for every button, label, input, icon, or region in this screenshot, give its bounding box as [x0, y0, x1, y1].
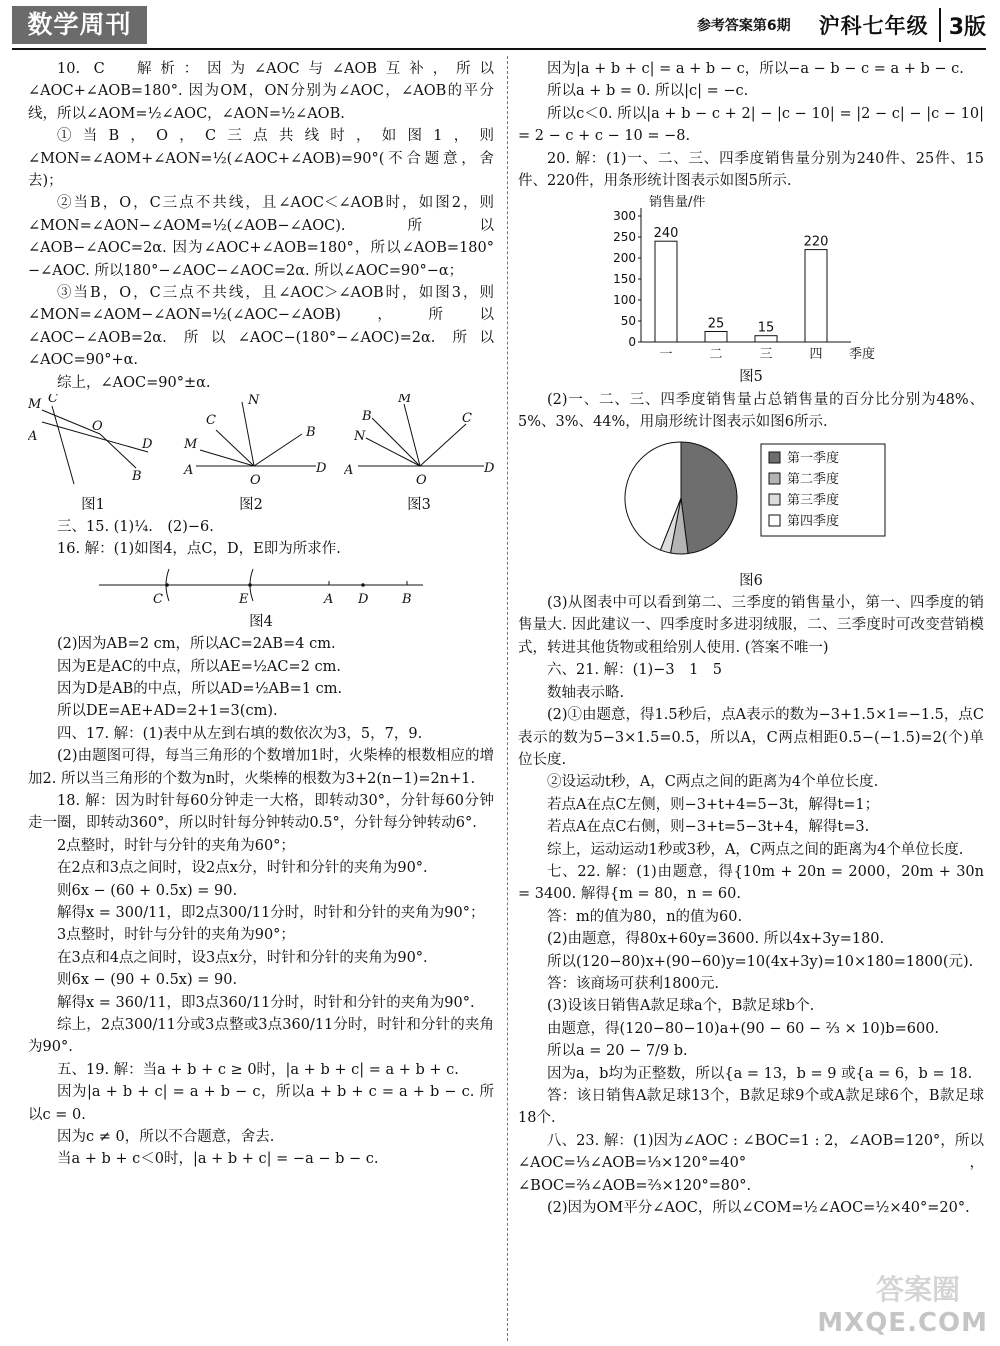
pie-slice-1: [681, 442, 737, 554]
q18-line6: 在3点和4点之间时，设3点x分，时针和分针的夹角为90°.: [57, 949, 428, 966]
svg-text:M: M: [28, 397, 42, 413]
q21-line4: ②设运动t秒，A，C两点之间的距离为4个单位长度.: [547, 774, 879, 791]
svg-text:D: D: [484, 461, 494, 477]
pie-legend-swatch: [769, 494, 780, 505]
grade-label: 沪科七年级: [818, 14, 929, 38]
figure-6-caption: 图6: [739, 572, 763, 589]
figure-2: [176, 394, 326, 516]
fig4-label-d: D: [358, 591, 369, 607]
figure-1-caption: 图1: [81, 496, 105, 513]
bar-1: [655, 242, 677, 343]
q15-answer: 三、15. (1)¼. (2)−6.: [57, 518, 214, 535]
q16-ad: 因为D是AB的中点，所以AD=½AB=1 cm.: [57, 680, 343, 697]
q18-conclusion: 综上，2点300/11分或3点整或3点360/11分时，时针和分针的夹角为90°.: [28, 1017, 494, 1056]
bar-ytick-label: 300: [613, 209, 636, 224]
q10-conclusion: 综上，∠AOC=90°±α.: [57, 374, 211, 391]
svg-text:B: B: [306, 425, 316, 441]
q20-part1: 20. 解：(1)一、二、三、四季度销售量分别为240件、25件、15件、220件，用条形统计图表示如图5所示.: [518, 150, 984, 190]
q19-line3: 因为c ≠ 0，所以不合题意，舍去.: [57, 1129, 275, 1146]
bar-value-label: 25: [707, 316, 725, 332]
svg-text:M: M: [398, 394, 412, 407]
pie-legend-label: 第一季度: [787, 450, 840, 466]
figure-3-caption: 图3: [407, 496, 431, 513]
fig4-label-b: B: [402, 591, 412, 607]
q22-line3: (2)由题意，得80x+60y=3600. 所以4x+3y=180.: [547, 931, 885, 948]
bar-xlabel: 季度: [849, 347, 876, 363]
angle-figures: [28, 394, 494, 516]
q18-line8: 解得x = 360/11，即3点360/11分时，时针和分针的夹角为90°.: [57, 994, 475, 1011]
q22-line1: 七、22. 解：(1)由题意，得{10m + 20n = 2000，20m + 30n = 3400. 解得{m = 80，n = 60.: [518, 863, 984, 903]
watermark-text: MXQE.COM: [817, 1308, 988, 1338]
q19-cont-1: 因为|a + b + c| = a + b − c，所以−a − b − c = a + b − c.: [547, 61, 964, 77]
q19-cont-2: 所以a + b = 0. 所以|c| = −c.: [547, 83, 749, 100]
q21-line1: 六、21. 解：(1)−3 1 5: [547, 662, 723, 679]
svg-text:B: B: [362, 409, 372, 425]
q22-line7: 由题意，得(120−80−10)a+(90 − 60 − ⅔ × 10)b=600.: [547, 1020, 940, 1037]
svg-text:A: A: [344, 463, 354, 479]
svg-text:O: O: [92, 419, 103, 435]
figure-2-diagram: [176, 394, 326, 486]
bar-ytick-label: 50: [620, 314, 636, 329]
figure-5-caption: 图5: [739, 369, 763, 386]
q17-part1: 四、17. 解：(1)表中从左到右填的数依次为3，5，7，9.: [57, 725, 423, 742]
issue-label: 参考答案第6期: [696, 18, 791, 34]
svg-text:B: B: [132, 469, 142, 485]
bar-category-label: 一: [659, 347, 673, 363]
q16-part1: 16. 解：(1)如图4，点C，D，E即为所求作.: [57, 541, 341, 558]
q18-line1: 2点整时，时针与分针的夹角为60°；: [57, 837, 295, 854]
figure-1: [28, 394, 158, 516]
q22-line10: 答：该日销售A款足球13个，B款足球9个或A款足球6个，B款足球18个.: [518, 1088, 984, 1127]
svg-text:A: A: [28, 429, 38, 445]
bar-value-label: 220: [803, 235, 829, 251]
q16-de: 所以DE=AE+AD=2+1=3(cm).: [57, 703, 278, 720]
svg-text:D: D: [316, 461, 326, 477]
edition-label: 3版: [948, 14, 986, 40]
q17-part2: (2)由题图可得，每当三角形的个数增加1时，火柴棒的根数相应的增加2. 所以当三角形的个数为n时，火柴棒的根数为3+2(n−1)=2n+1.: [28, 748, 494, 787]
figure-3-diagram: [344, 394, 494, 486]
q18-line5: 3点整时，时针与分针的夹角为90°；: [57, 927, 295, 944]
q19-cont-3: 所以c＜0. 所以|a + b − c + 2| − |c − 10| = |2 − c| − |c − 10| = 2 − c + c − 10 = −8.: [518, 105, 984, 145]
header-separator: [939, 8, 941, 42]
column-divider: [507, 56, 508, 1341]
pie-legend-label: 第四季度: [787, 513, 840, 529]
pie-chart: [611, 436, 891, 568]
q21-line6: 若点A在点C右侧，则−3+t=5−3t+4，解得t=3.: [547, 819, 870, 836]
q18-line7: 则6x − (90 + 0.5x) = 90.: [57, 972, 238, 989]
pie-legend-label: 第二季度: [787, 471, 840, 487]
q20-part2: (2)一、二、三、四季度销售量占总销售量的百分比分别为48%、5%、3%、44%，用扇形统计图表示如图6所示.: [518, 391, 984, 431]
svg-text:N: N: [354, 429, 366, 445]
q22-line4: 所以(120−80)x+(90−60)y=10(4x+3y)=10×180=1800(元).: [547, 953, 974, 970]
bar-category-label: 四: [809, 347, 823, 363]
brand-title: 数学周刊: [12, 6, 147, 44]
svg-text:C: C: [462, 411, 472, 427]
bar-value-label: 240: [653, 226, 679, 242]
q10-intro: 10. C 解析：因为∠AOC与∠AOB互补，所以∠AOC+∠AOB=180°. 因为OM，ON分别为∠AOC，∠AOB的平分线，所以∠AOM=½∠AOC，∠AON=½∠AOB.: [28, 61, 494, 122]
q21-line7: 综上，运动运动1秒或3秒，A，C两点之间的距离为4个单位长度.: [547, 841, 964, 858]
q16-part2: (2)因为AB=2 cm，所以AC=2AB=4 cm.: [57, 636, 336, 653]
figure-4-caption: 图4: [249, 613, 273, 630]
svg-text:M: M: [184, 437, 198, 453]
q10-case2: ②当B，O，C三点不共线，且∠AOC＜∠AOB时，如图2，则∠MON=∠AON−∠AOM=½(∠AOB−∠AOC). 所以∠AOB−∠AOC=2α. 因为∠AOC+∠AOB=180°，所以∠AOB=180°−∠AOC. 所以180°−∠AOC−∠AOC=2α. 所以∠AOC=90°−α；: [28, 195, 494, 279]
q16-ae: 因为E是AC的中点，所以AE=½AC=2 cm.: [57, 658, 341, 675]
svg-text:O: O: [250, 473, 261, 487]
q10-case3: ③当B，O，C三点不共线，且∠AOC＞∠AOB时，如图3，则∠MON=∠AOM−∠AON=½(∠AOC−∠AOB)，所以∠AOC−∠AOB=2α. 所以∠AOC−(180°−∠AOC)=2α. 所以∠AOC=90°+α.: [28, 285, 494, 369]
bar-4: [805, 250, 827, 342]
bar-ytick-label: 0: [628, 335, 636, 350]
bar-ylabel: 销售量/件: [649, 195, 706, 211]
bar-ytick-label: 100: [613, 293, 636, 308]
q18-intro: 18. 解：因为时针每60分钟走一大格，即转动30°，分针每60分钟走一圈，即转动360°，所以时针每分钟转动0.5°，分针每分钟转动6°.: [28, 792, 494, 832]
bar-category-label: 三: [759, 347, 773, 363]
bar-ytick-label: 150: [613, 272, 636, 287]
q23-line2: (2)因为OM平分∠AOC，所以∠COM=½∠AOC=½×40°=20°.: [547, 1200, 970, 1217]
left-column: [28, 58, 494, 1171]
svg-text:D: D: [142, 437, 153, 453]
bar-value-label: 15: [757, 321, 775, 337]
pie-legend-swatch: [769, 515, 780, 526]
figure-4-diagram: [91, 563, 431, 609]
page-header: [0, 0, 1000, 50]
bar-ytick-label: 250: [613, 230, 636, 245]
figure-3: [344, 394, 494, 516]
q19-line4: 当a + b + c＜0时，|a + b + c| = −a − b − c.: [57, 1151, 379, 1168]
bar-chart: [601, 194, 901, 364]
q18-line2: 在2点和3点之间时，设2点x分，时针和分针的夹角为90°.: [57, 860, 428, 877]
svg-text:C: C: [48, 394, 58, 407]
q22-line6: (3)设该日销售A款足球a个，B款足球b个.: [547, 998, 815, 1015]
q22-line5: 答：该商场可获利1800元.: [547, 975, 720, 992]
q22-line9: 因为a，b均为正整数，所以{a = 13，b = 9 或{a = 6，b = 18.: [547, 1065, 973, 1082]
q10-case1: ①当B，O，C三点共线时，如图1，则∠MON=∠AOM+∠AON=½(∠AOC+∠AOB)=90°(不合题意，舍去)；: [28, 128, 494, 190]
watermark-logo: 答案圈: [875, 1273, 960, 1306]
q19-line1: 五、19. 解：当a + b + c ≥ 0时，|a + b + c| = a + b + c.: [57, 1061, 459, 1078]
fig4-label-a: A: [324, 591, 334, 607]
q23-line1: 八、23. 解：(1)因为∠AOC : ∠BOC=1 : 2，∠AOB=120°，所以∠AOC=⅓∠AOB=⅓×120°=40°，∠BOC=⅔∠AOB=⅔×120°=80°.: [518, 1132, 984, 1194]
figure-1-diagram: [28, 394, 158, 486]
q19-line2: 因为|a + b + c| = a + b − c，所以a + b + c = a + b − c. 所以c = 0.: [28, 1084, 494, 1123]
fig4-label-c: C: [153, 591, 163, 607]
bar-3: [755, 336, 777, 342]
q21-line2: 数轴表示略.: [547, 684, 625, 701]
q21-line3: (2)①由题意，得1.5秒后，点A表示的数为−3+1.5×1=−1.5，点C表示的数为5−3×1.5=0.5，所以A，C两点相距0.5−(−1.5)=2(个)单位长度.: [518, 707, 984, 768]
q21-line5: 若点A在点C左侧，则−3+t+4=5−3t，解得t=1；: [547, 796, 880, 813]
svg-text:N: N: [248, 394, 260, 409]
bar-2: [705, 332, 727, 343]
q18-line4: 解得x = 300/11，即2点300/11分时，时针和分针的夹角为90°；: [57, 905, 485, 921]
pie-legend-swatch: [769, 452, 780, 463]
q18-line3: 则6x − (60 + 0.5x) = 90.: [57, 882, 238, 899]
figure-2-caption: 图2: [239, 496, 263, 513]
svg-text:C: C: [206, 413, 216, 429]
header-rule: [12, 48, 986, 50]
bar-category-label: 二: [709, 347, 723, 363]
q20-part3: (3)从图表中可以看到第二、三季度的销售量小，第一、四季度的销售量大. 因此建议一、四季度时多进羽绒服，二、三季度时可改变营销模式，转进其他货物或租给别人使用. (答案不唯一): [518, 595, 984, 656]
q22-line2: 答：m的值为80，n的值为60.: [547, 908, 743, 925]
right-column: [518, 58, 984, 1219]
fig4-label-e: E: [239, 591, 249, 607]
pie-legend-label: 第三季度: [787, 492, 840, 508]
svg-text:A: A: [184, 463, 194, 479]
header-right: [697, 6, 986, 44]
bar-ytick-label: 200: [613, 251, 636, 266]
q22-line8: 所以a = 20 − 7/9 b.: [547, 1043, 688, 1060]
pie-legend-swatch: [769, 473, 780, 484]
svg-text:O: O: [416, 473, 427, 487]
